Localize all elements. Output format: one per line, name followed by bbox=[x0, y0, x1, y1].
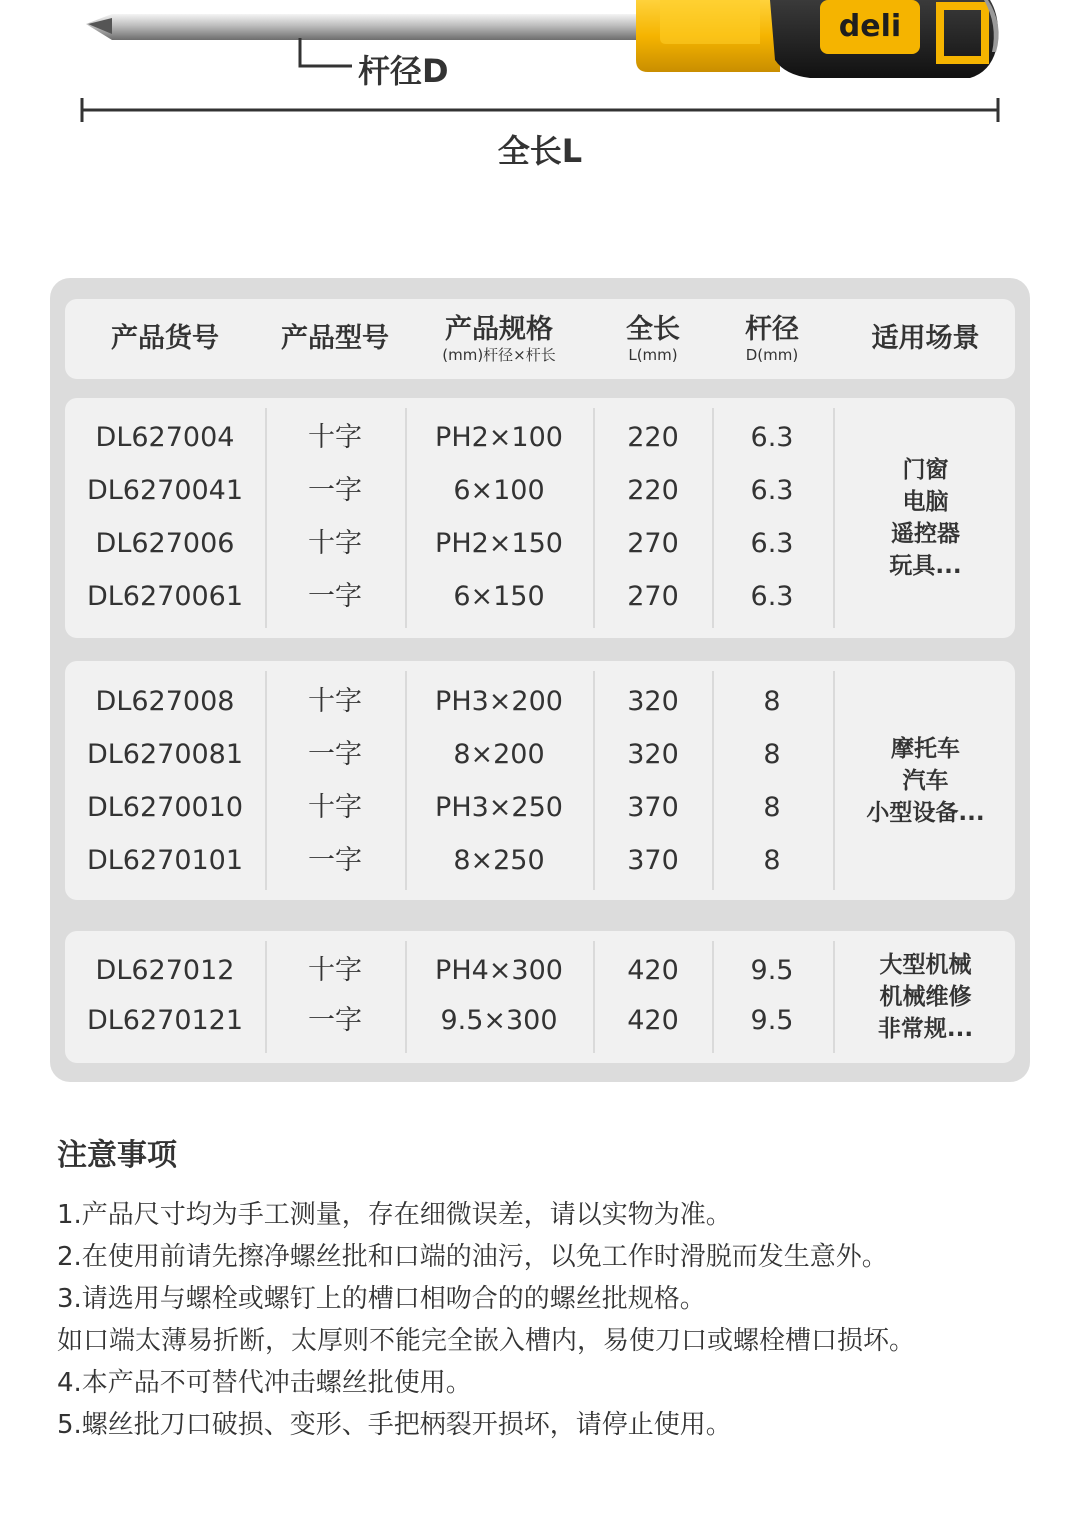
cell-full-length: 320 bbox=[627, 686, 679, 717]
cell-full-length: 220 bbox=[627, 422, 679, 453]
notes-line: 5.螺丝批刀口破损、变形、手把柄裂开损坏，请停止使用。 bbox=[57, 1410, 732, 1440]
column-divider bbox=[833, 408, 835, 628]
cell-rod-diameter: 8 bbox=[763, 792, 781, 823]
cell-scene bbox=[836, 398, 1015, 638]
cell-product-code: DL6270121 bbox=[86, 1005, 244, 1036]
cell-product-type: 十字 bbox=[308, 422, 362, 453]
full-length-label: 全长L bbox=[497, 132, 583, 170]
cell-rod-diameter: 6.3 bbox=[750, 475, 794, 506]
cell-rod-diameter: 6.3 bbox=[750, 528, 794, 559]
cell-full-length: 420 bbox=[627, 1005, 679, 1036]
scene-item: 摩托车 bbox=[891, 735, 960, 762]
cell-product-type: 一字 bbox=[308, 1005, 362, 1036]
scene-item: 非常规... bbox=[877, 1016, 974, 1042]
cell-product-code: DL627004 bbox=[95, 422, 235, 453]
notes-section bbox=[57, 1134, 1057, 1446]
scene-item: 大型机械 bbox=[879, 952, 972, 978]
cell-spec: 8×200 bbox=[453, 739, 545, 770]
cell-product-code: DL627006 bbox=[95, 528, 235, 559]
notes-list bbox=[57, 1194, 1057, 1446]
table-group-3 bbox=[65, 931, 1015, 1063]
cell-product-code: DL627008 bbox=[95, 686, 235, 717]
cell-product-code: DL627012 bbox=[95, 955, 235, 986]
notes-line: 如口端太薄易折断，太厚则不能完全嵌入槽内，易使刀口或螺栓槽口损坏。 bbox=[57, 1326, 916, 1356]
scene-item: 玩具... bbox=[889, 553, 962, 579]
spec-table bbox=[50, 278, 1030, 1082]
cell-product-code: DL6270041 bbox=[86, 475, 244, 506]
notes-title: 注意事项 bbox=[57, 1138, 177, 1173]
cell-product-type: 一字 bbox=[308, 475, 362, 506]
cell-product-code: DL6270010 bbox=[86, 792, 244, 823]
cell-product-type: 一字 bbox=[308, 581, 362, 612]
table-group-2 bbox=[65, 661, 1015, 900]
cell-product-code: DL6270081 bbox=[86, 739, 244, 770]
cell-full-length: 220 bbox=[627, 475, 679, 506]
cell-product-type: 十字 bbox=[308, 686, 362, 717]
cell-spec: 8×250 bbox=[453, 845, 545, 876]
scene-item: 门窗 bbox=[902, 457, 949, 483]
cell-spec: 6×150 bbox=[453, 581, 545, 612]
cell-product-type: 十字 bbox=[308, 792, 362, 823]
cell-rod-diameter: 8 bbox=[763, 845, 781, 876]
notes-line: 1.产品尺寸均为手工测量，存在细微误差，请以实物为准。 bbox=[57, 1200, 732, 1230]
cell-rod-diameter: 6.3 bbox=[750, 422, 794, 453]
cell-product-type: 十字 bbox=[308, 955, 362, 986]
scene-item: 汽车 bbox=[902, 767, 949, 794]
cell-scene bbox=[836, 931, 1015, 1063]
table-group-1 bbox=[65, 398, 1015, 638]
brand-logo: deli bbox=[838, 9, 902, 44]
shaft bbox=[86, 14, 640, 40]
scene-item: 遥控器 bbox=[891, 521, 960, 547]
notes-line: 4.本产品不可替代冲击螺丝批使用。 bbox=[57, 1368, 472, 1398]
scene-item: 机械维修 bbox=[879, 984, 972, 1010]
header-spec: 产品规格 (mm)杆径×杆长 bbox=[442, 314, 556, 364]
header-rod-diameter: 杆径 D(mm) bbox=[745, 314, 799, 364]
screwdriver-dimension-diagram bbox=[0, 0, 1080, 200]
cell-full-length: 370 bbox=[627, 845, 679, 876]
cell-spec: PH2×100 bbox=[435, 422, 563, 453]
notes-line: 3.请选用与螺栓或螺钉上的槽口相吻合的的螺丝批规格。 bbox=[57, 1284, 706, 1314]
cell-spec: 9.5×300 bbox=[440, 1005, 558, 1036]
cell-spec: PH3×250 bbox=[435, 792, 563, 823]
cell-full-length: 370 bbox=[627, 792, 679, 823]
table-header bbox=[65, 299, 1015, 379]
cell-full-length: 320 bbox=[627, 739, 679, 770]
rod-leader-line bbox=[300, 38, 352, 66]
header-product-type: 产品型号 bbox=[281, 323, 389, 354]
cell-full-length: 420 bbox=[627, 955, 679, 986]
cell-full-length: 270 bbox=[627, 581, 679, 612]
cell-product-type: 十字 bbox=[308, 528, 362, 559]
cell-rod-diameter: 9.5 bbox=[750, 955, 794, 986]
cell-spec: 6×100 bbox=[453, 475, 545, 506]
cell-full-length: 270 bbox=[627, 528, 679, 559]
scene-item: 电脑 bbox=[902, 489, 949, 515]
cell-rod-diameter: 8 bbox=[763, 686, 781, 717]
cell-product-type: 一字 bbox=[308, 845, 362, 876]
cell-rod-diameter: 8 bbox=[763, 739, 781, 770]
header-full-length: 全长 L(mm) bbox=[626, 314, 680, 364]
cell-spec: PH2×150 bbox=[435, 528, 563, 559]
cell-product-type: 一字 bbox=[308, 739, 362, 770]
notes-line: 2.在使用前请先擦净螺丝批和口端的油污，以免工作时滑脱而发生意外。 bbox=[57, 1242, 888, 1272]
rod-diameter-label: 杆径D bbox=[358, 52, 449, 90]
column-divider bbox=[833, 941, 835, 1053]
header-scene: 适用场景 bbox=[871, 323, 980, 354]
cell-rod-diameter: 6.3 bbox=[750, 581, 794, 612]
header-product-code: 产品货号 bbox=[111, 323, 219, 354]
cell-product-code: DL6270101 bbox=[86, 845, 244, 876]
cell-rod-diameter: 9.5 bbox=[750, 1005, 794, 1036]
cell-spec: PH3×200 bbox=[435, 686, 563, 717]
cell-scene bbox=[836, 661, 1015, 900]
column-divider bbox=[833, 671, 835, 890]
cell-spec: PH4×300 bbox=[435, 955, 563, 986]
scene-item: 小型设备... bbox=[866, 799, 985, 826]
cell-product-code: DL6270061 bbox=[86, 581, 244, 612]
